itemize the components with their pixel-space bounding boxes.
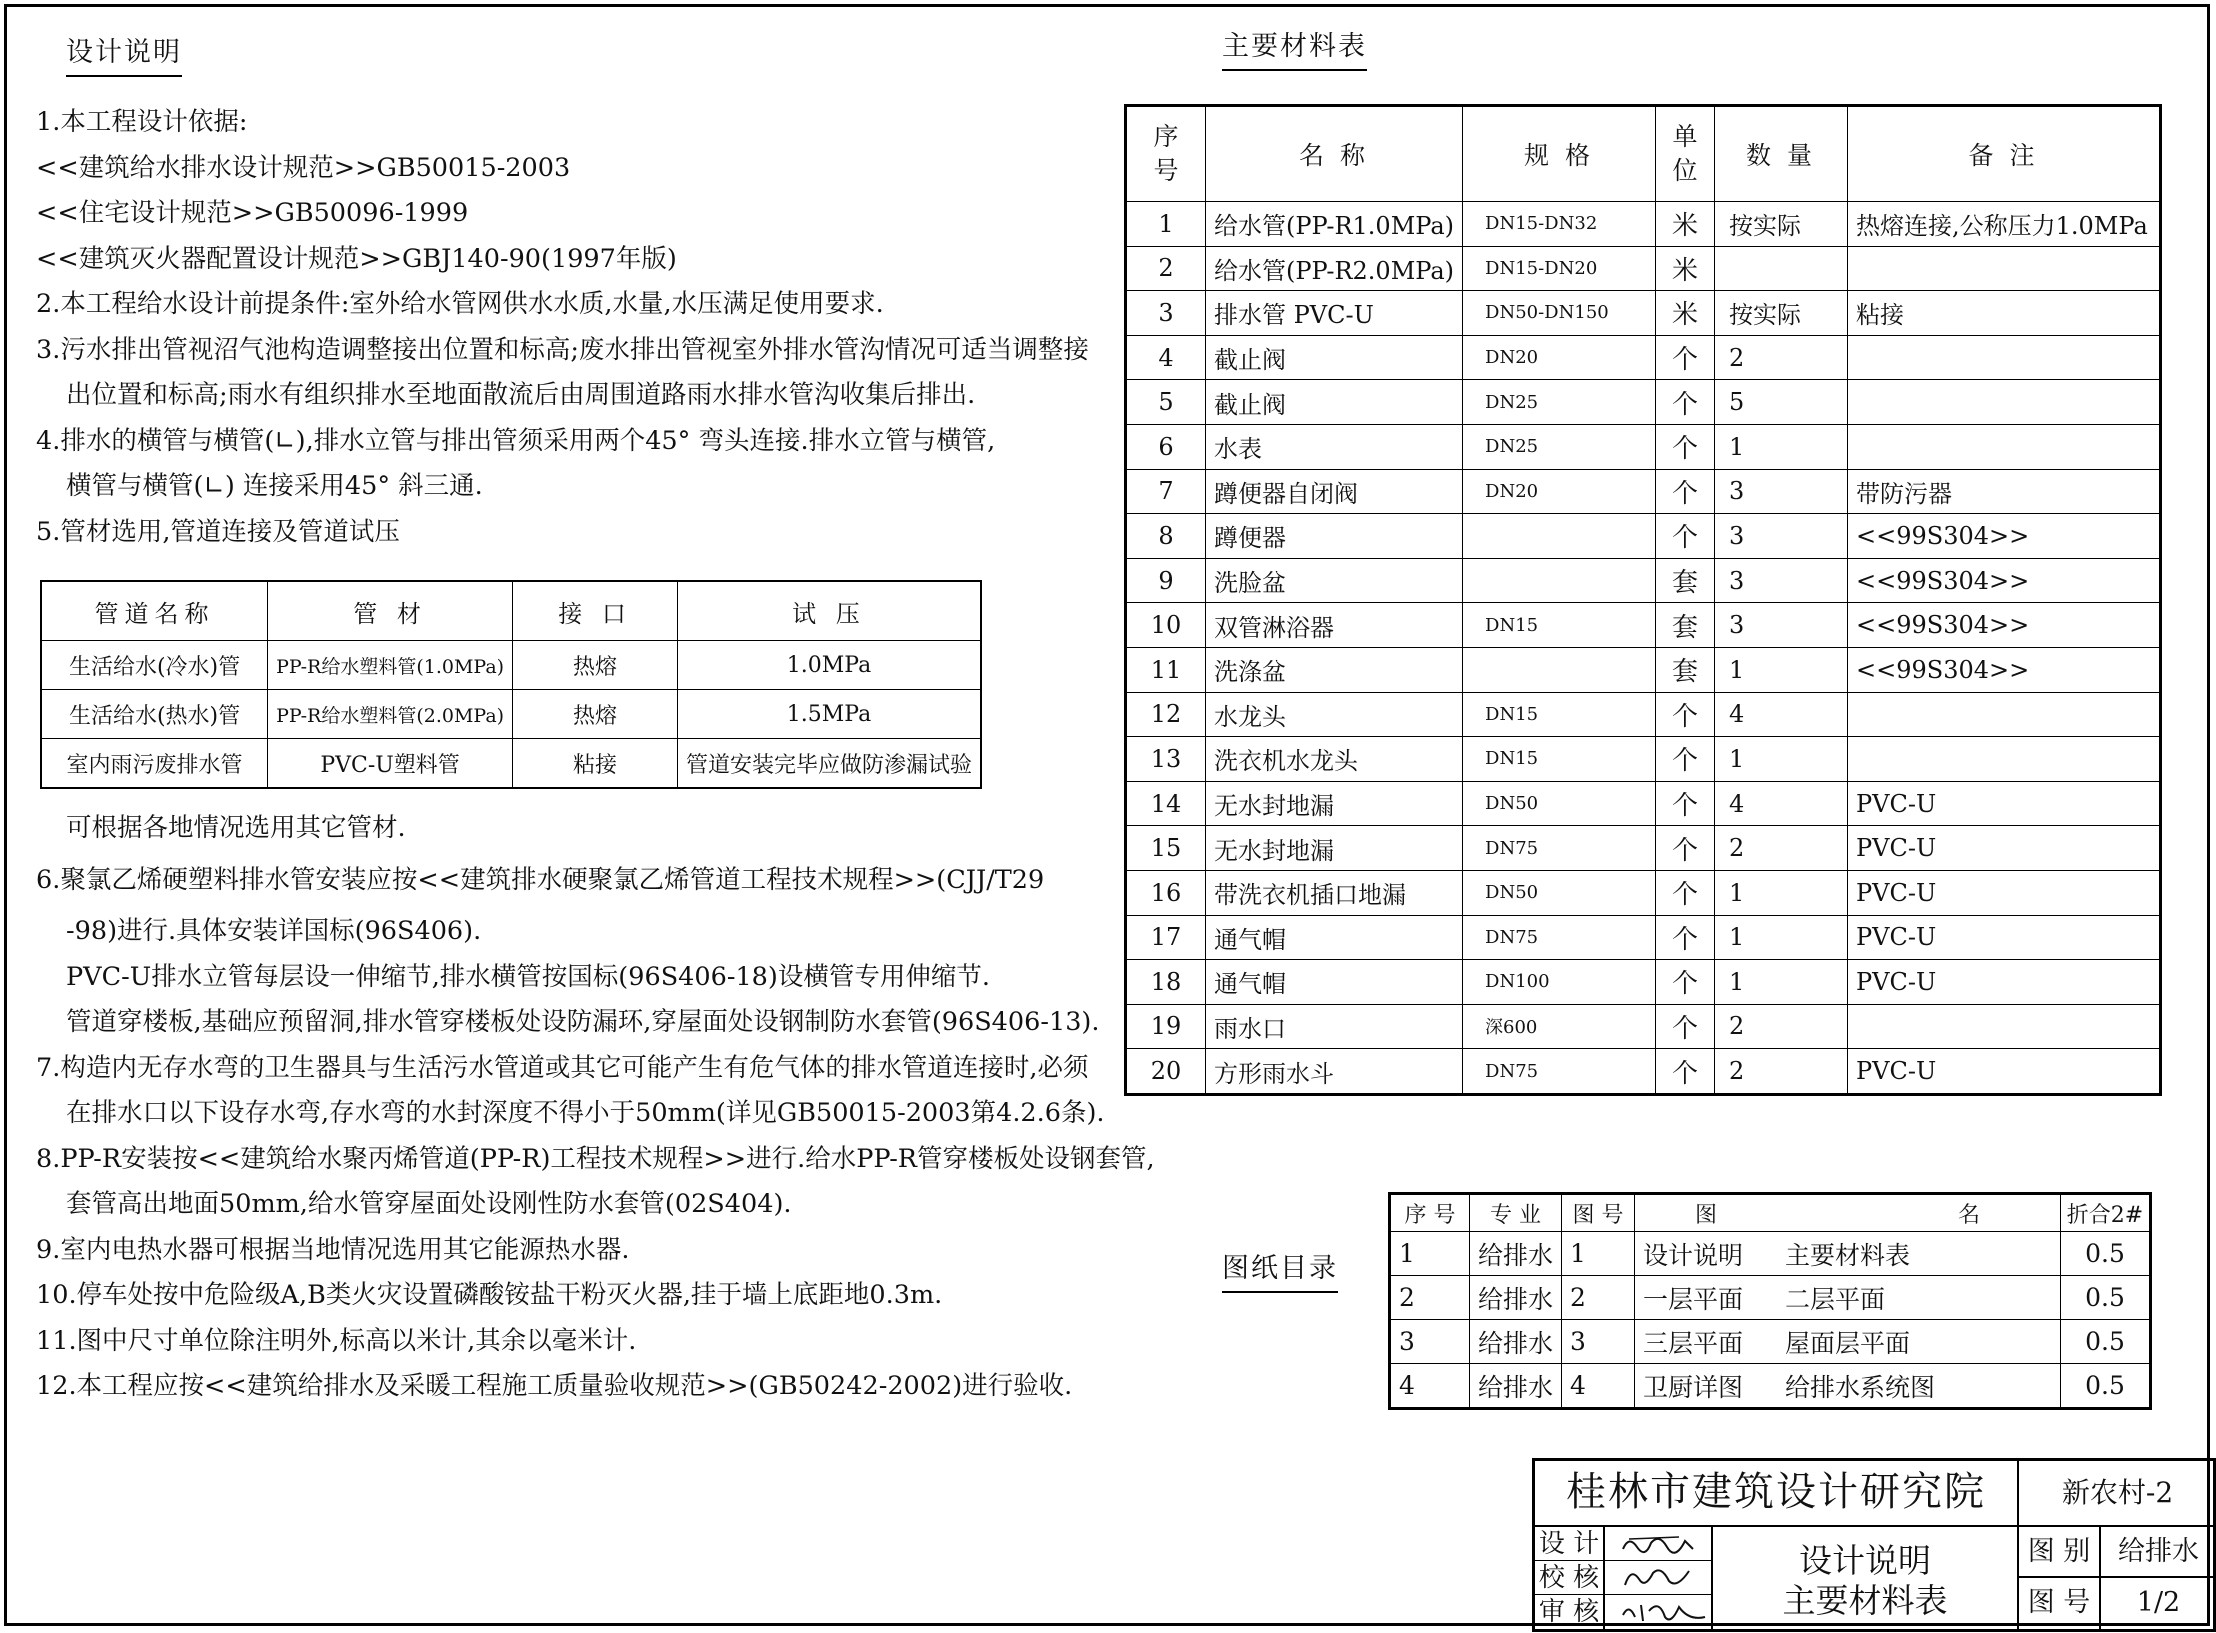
material-index: 9 — [1126, 558, 1206, 603]
index-title-a: 卫厨详图 — [1635, 1364, 1778, 1409]
design-notes-body — [36, 100, 1096, 555]
note-line: 横管与横管(∟) 连接采用45° 斜三通. — [66, 471, 483, 501]
material-name: 通气帽 — [1206, 960, 1463, 1005]
signature-scribble — [1619, 1597, 1709, 1627]
table-row — [1126, 915, 2161, 960]
material-name: 无水封地漏 — [1206, 781, 1463, 826]
material-spec: DN15-DN20 — [1463, 246, 1656, 291]
note-line: 11.图中尺寸单位除注明外,标高以米计,其余以毫米计. — [36, 1325, 637, 1356]
material-name: 雨水口 — [1206, 1004, 1463, 1049]
material-quantity: 3 — [1715, 603, 1848, 648]
material-spec: DN50 — [1463, 781, 1656, 826]
material-quantity: 5 — [1715, 380, 1848, 425]
note-line: 1.本工程设计依据: — [36, 107, 248, 137]
material-unit: 个 — [1656, 781, 1715, 826]
pipe-cell: 1.0MPa — [677, 641, 981, 690]
index-number: 4 — [1390, 1364, 1470, 1409]
table-row — [1126, 737, 2161, 782]
material-index: 7 — [1126, 469, 1206, 514]
material-remark — [1848, 380, 2161, 425]
number-label: 图 号 — [2019, 1578, 2101, 1629]
material-index: 20 — [1126, 1049, 1206, 1095]
table-row — [1126, 1049, 2161, 1095]
material-index: 1 — [1126, 202, 1206, 247]
material-name: 方形雨水斗 — [1206, 1049, 1463, 1095]
material-remark — [1848, 1004, 2161, 1049]
material-name: 排水管 PVC-U — [1206, 291, 1463, 336]
sheet-title-line-1: 设计说明 — [1799, 1541, 1931, 1580]
material-index: 17 — [1126, 915, 1206, 960]
materials-header-cell: 单 位 — [1656, 106, 1715, 202]
material-spec: DN25 — [1463, 380, 1656, 425]
pipe-cell: 热熔 — [513, 641, 678, 690]
category-label: 图 别 — [2019, 1527, 2101, 1578]
material-quantity: 1 — [1715, 960, 1848, 1005]
pipe-header-cell: 试 压 — [677, 581, 981, 641]
design-notes-heading: 设计说明 — [66, 30, 182, 77]
material-index: 4 — [1126, 335, 1206, 380]
material-name: 洗衣机水龙头 — [1206, 737, 1463, 782]
material-unit: 个 — [1656, 737, 1715, 782]
note-line: 6.聚氯乙烯硬塑料排水管安装应按<<建筑排水硬聚氯乙烯管道工程技术规程>>(CJJ/T29 — [36, 864, 1045, 895]
pipe-cell: PP-R给水塑料管(1.0MPa) — [268, 641, 513, 690]
material-unit: 个 — [1656, 960, 1715, 1005]
index-discipline: 给排水 — [1470, 1276, 1562, 1320]
material-spec — [1463, 558, 1656, 603]
role-label: 设 计 — [1535, 1527, 1605, 1561]
material-name: 截止阀 — [1206, 335, 1463, 380]
pipe-cell: 室内雨污废排水管 — [41, 739, 268, 789]
index-header-cell: 序 号 — [1390, 1194, 1470, 1232]
material-remark: 粘接 — [1848, 291, 2161, 336]
material-index: 8 — [1126, 514, 1206, 559]
material-index: 10 — [1126, 603, 1206, 648]
number-value: 1/2 — [2136, 1587, 2181, 1618]
table-row — [1126, 558, 2161, 603]
material-quantity: 2 — [1715, 1004, 1848, 1049]
pipe-cell: 管道安装完毕应做防渗漏试验 — [677, 739, 981, 789]
material-index: 5 — [1126, 380, 1206, 425]
material-index: 6 — [1126, 424, 1206, 469]
note-line: 7.构造内无存水弯的卫生器具与生活污水管道或其它可能产生有危气体的排水管道连接时,必须 — [36, 1052, 1089, 1083]
table-row — [1126, 469, 2161, 514]
material-quantity: 3 — [1715, 469, 1848, 514]
pipe-cell: PVC-U塑料管 — [268, 739, 513, 789]
material-unit: 套 — [1656, 603, 1715, 648]
material-name: 水表 — [1206, 424, 1463, 469]
index-number: 1 — [1390, 1232, 1470, 1276]
index-title-b: 给排水系统图 — [1777, 1364, 2060, 1409]
pipe-table-header — [41, 581, 981, 641]
material-name: 水龙头 — [1206, 692, 1463, 737]
table-row — [1126, 202, 2161, 247]
note-line: 3.污水排出管视沼气池构造调整接出位置和标高;废水排出管视室外排水管沟情况可适当调整接 — [36, 334, 1089, 365]
signature-scribble — [1619, 1563, 1699, 1593]
material-quantity: 1 — [1715, 870, 1848, 915]
note-line: 8.PP-R安装按<<建筑给水聚丙烯管道(PP-R)工程技术规程>>进行.给水PP-R管穿楼板处设钢套管, — [36, 1143, 1155, 1174]
material-unit: 个 — [1656, 469, 1715, 514]
index-sheet-no: 3 — [1562, 1320, 1635, 1364]
material-quantity: 1 — [1715, 915, 1848, 960]
index-discipline: 给排水 — [1470, 1320, 1562, 1364]
material-spec: DN50 — [1463, 870, 1656, 915]
material-spec: DN75 — [1463, 826, 1656, 871]
table-row — [1390, 1276, 2151, 1320]
index-title-b: 二层平面 — [1777, 1276, 2060, 1320]
table-row — [1390, 1364, 2151, 1409]
material-index: 14 — [1126, 781, 1206, 826]
table-row — [1126, 514, 2161, 559]
note-line: 2.本工程给水设计前提条件:室外给水管网供水水质,水量,水压满足使用要求. — [36, 289, 884, 319]
index-title-b: 主要材料表 — [1777, 1232, 2060, 1276]
table-row — [1126, 246, 2161, 291]
material-remark: 带防污器 — [1848, 469, 2161, 514]
category-value: 给排水 — [2101, 1527, 2216, 1578]
note-line: <<建筑给水排水设计规范>>GB50015-2003 — [36, 152, 571, 183]
role-label: 校 核 — [1535, 1561, 1605, 1595]
material-index: 16 — [1126, 870, 1206, 915]
index-header-cell: 图 — [1635, 1194, 1778, 1232]
material-remark: <<99S304>> — [1848, 514, 2161, 559]
material-quantity: 2 — [1715, 335, 1848, 380]
index-size: 0.5 — [2061, 1276, 2151, 1320]
pipe-cell: 生活给水(热水)管 — [41, 690, 268, 739]
material-unit: 个 — [1656, 514, 1715, 559]
material-remark: <<99S304>> — [1848, 647, 2161, 692]
index-title-b: 屋面层平面 — [1777, 1320, 2060, 1364]
material-remark: PVC-U — [1848, 1049, 2161, 1095]
table-row — [41, 739, 981, 789]
material-name: 给水管(PP-R1.0MPa) — [1206, 202, 1463, 247]
index-header-cell: 名 — [1777, 1194, 2060, 1232]
material-quantity: 2 — [1715, 826, 1848, 871]
table-row — [1126, 781, 2161, 826]
note-line: 可根据各地情况选用其它管材. — [66, 813, 406, 843]
material-quantity: 4 — [1715, 781, 1848, 826]
material-name: 给水管(PP-R2.0MPa) — [1206, 246, 1463, 291]
materials-heading: 主要材料表 — [1222, 24, 1367, 71]
index-number: 2 — [1390, 1276, 1470, 1320]
note-line: -98)进行.具体安装详国标(96S406). — [66, 916, 482, 946]
pipe-cell: 1.5MPa — [677, 690, 981, 739]
table-row — [1126, 603, 2161, 648]
material-unit: 米 — [1656, 291, 1715, 336]
drawing-index-heading: 图纸目录 — [1222, 1246, 1338, 1293]
material-spec: DN20 — [1463, 469, 1656, 514]
table-row — [1390, 1232, 2151, 1276]
index-sheet-no: 1 — [1562, 1232, 1635, 1276]
institute-name: 桂林市建筑设计研究院 — [1535, 1461, 2019, 1527]
material-name: 通气帽 — [1206, 915, 1463, 960]
material-unit: 个 — [1656, 1004, 1715, 1049]
pipe-cell: 粘接 — [513, 739, 678, 789]
material-unit: 套 — [1656, 558, 1715, 603]
material-spec: DN100 — [1463, 960, 1656, 1005]
material-unit: 米 — [1656, 246, 1715, 291]
material-quantity — [1715, 246, 1848, 291]
material-index: 15 — [1126, 826, 1206, 871]
index-title-a: 三层平面 — [1635, 1320, 1778, 1364]
material-index: 18 — [1126, 960, 1206, 1005]
material-remark: PVC-U — [1848, 870, 2161, 915]
materials-table — [1124, 104, 2162, 1096]
note-line: 9.室内电热水器可根据当地情况选用其它能源热水器. — [36, 1234, 630, 1265]
pipe-cell: PP-R给水塑料管(2.0MPa) — [268, 690, 513, 739]
material-name: 无水封地漏 — [1206, 826, 1463, 871]
material-unit: 米 — [1656, 202, 1715, 247]
material-spec: DN15 — [1463, 737, 1656, 782]
material-remark — [1848, 737, 2161, 782]
table-row — [1126, 335, 2161, 380]
note-line: PVC-U排水立管每层设一伸缩节,排水横管按国标(96S406-18)设横管专用伸缩节. — [66, 961, 990, 992]
table-row — [1126, 424, 2161, 469]
material-spec: DN50-DN150 — [1463, 291, 1656, 336]
table-row — [1126, 960, 2161, 1005]
pipe-cell: 热熔 — [513, 690, 678, 739]
table-row — [1126, 1004, 2161, 1049]
material-spec: DN20 — [1463, 335, 1656, 380]
index-sheet-no: 2 — [1562, 1276, 1635, 1320]
pipe-header-cell: 管道名称 — [41, 581, 268, 641]
table-row — [1126, 826, 2161, 871]
material-quantity: 3 — [1715, 558, 1848, 603]
index-title-a: 一层平面 — [1635, 1276, 1778, 1320]
index-header-cell: 专 业 — [1470, 1194, 1562, 1232]
material-quantity: 2 — [1715, 1049, 1848, 1095]
material-unit: 套 — [1656, 647, 1715, 692]
material-name: 洗脸盆 — [1206, 558, 1463, 603]
index-discipline: 给排水 — [1470, 1232, 1562, 1276]
material-unit: 个 — [1656, 826, 1715, 871]
drawing-index-table — [1388, 1192, 2152, 1410]
note-line: 在排水口以下设存水弯,存水弯的水封深度不得小于50mm(详见GB50015-2003第4.2.6条). — [66, 1098, 1105, 1128]
index-size: 0.5 — [2061, 1364, 2151, 1409]
material-spec: DN15 — [1463, 692, 1656, 737]
note-line: 管道穿楼板,基础应预留洞,排水管穿楼板处设防漏环,穿屋面处设钢制防水套管(96S406-13). — [66, 1007, 1100, 1037]
material-name: 蹲便器 — [1206, 514, 1463, 559]
material-remark: <<99S304>> — [1848, 558, 2161, 603]
materials-header-cell: 规 格 — [1463, 106, 1656, 202]
index-discipline: 给排水 — [1470, 1364, 1562, 1409]
materials-header-cell: 备 注 — [1848, 106, 2161, 202]
materials-header-cell: 名 称 — [1206, 106, 1463, 202]
material-unit: 个 — [1656, 335, 1715, 380]
material-remark: <<99S304>> — [1848, 603, 2161, 648]
index-size: 0.5 — [2061, 1232, 2151, 1276]
index-title-a: 设计说明 — [1635, 1232, 1778, 1276]
designer-signature — [1619, 1529, 1699, 1565]
material-spec: DN25 — [1463, 424, 1656, 469]
material-unit: 个 — [1656, 380, 1715, 425]
table-row — [1126, 692, 2161, 737]
material-spec: DN75 — [1463, 1049, 1656, 1095]
material-remark: PVC-U — [1848, 915, 2161, 960]
material-index: 13 — [1126, 737, 1206, 782]
sheet-title — [1713, 1527, 2019, 1629]
material-quantity: 按实际 — [1715, 291, 1848, 336]
table-row — [1390, 1320, 2151, 1364]
note-line: 出位置和标高;雨水有组织排水至地面散流后由周围道路雨水排水管沟收集后排出. — [66, 380, 976, 410]
table-row — [41, 690, 981, 739]
role-label: 审 核 — [1535, 1595, 1605, 1629]
material-index: 3 — [1126, 291, 1206, 336]
index-sheet-no: 4 — [1562, 1364, 1635, 1409]
material-remark: PVC-U — [1848, 826, 2161, 871]
title-block — [1532, 1458, 2216, 1632]
design-notes-continued — [36, 806, 1155, 1410]
material-remark — [1848, 692, 2161, 737]
table-row — [1126, 380, 2161, 425]
material-quantity: 按实际 — [1715, 202, 1848, 247]
pipe-header-cell: 接 口 — [513, 581, 678, 641]
table-row — [41, 641, 981, 690]
index-header-cell: 折合2# — [2061, 1194, 2151, 1232]
material-remark: PVC-U — [1848, 781, 2161, 826]
table-row — [1126, 647, 2161, 692]
note-line: 10.停车处按中危险级A,B类火灾设置磷酸铵盐干粉灭火器,挂于墙上底距地0.3m. — [36, 1280, 943, 1310]
note-line: <<住宅设计规范>>GB50096-1999 — [36, 198, 469, 228]
material-unit: 个 — [1656, 1049, 1715, 1095]
material-spec: 深600 — [1463, 1004, 1656, 1049]
index-size: 0.5 — [2061, 1320, 2151, 1364]
material-unit: 个 — [1656, 870, 1715, 915]
pipe-header-cell: 管 材 — [268, 581, 513, 641]
material-remark: 热熔连接,公称压力1.0MPa — [1848, 202, 2161, 247]
material-index: 11 — [1126, 647, 1206, 692]
index-number: 3 — [1390, 1320, 1470, 1364]
material-remark — [1848, 424, 2161, 469]
note-line: <<建筑灭火器配置设计规范>>GBJ140-90(1997年版) — [36, 243, 677, 274]
sheet-title-line-2: 主要材料表 — [1782, 1581, 1948, 1620]
materials-header-cell: 数 量 — [1715, 106, 1848, 202]
material-index: 12 — [1126, 692, 1206, 737]
material-name: 带洗衣机插口地漏 — [1206, 870, 1463, 915]
material-quantity: 1 — [1715, 424, 1848, 469]
note-line: 套管高出地面50mm,给水管穿屋面处设刚性防水套管(02S404). — [66, 1189, 792, 1219]
pipe-cell: 生活给水(冷水)管 — [41, 641, 268, 690]
material-unit: 个 — [1656, 692, 1715, 737]
material-remark — [1848, 335, 2161, 380]
material-unit: 个 — [1656, 424, 1715, 469]
material-unit: 个 — [1656, 915, 1715, 960]
note-line: 12.本工程应按<<建筑给排水及采暖工程施工质量验收规范>>(GB50242-2002)进行验收. — [36, 1371, 1073, 1401]
reviewer-signature — [1619, 1597, 1709, 1633]
material-spec: DN75 — [1463, 915, 1656, 960]
material-name: 蹲便器自闭阀 — [1206, 469, 1463, 514]
material-spec: DN15-DN32 — [1463, 202, 1656, 247]
table-row — [1126, 870, 2161, 915]
material-index: 2 — [1126, 246, 1206, 291]
material-index: 19 — [1126, 1004, 1206, 1049]
material-name: 双管淋浴器 — [1206, 603, 1463, 648]
material-remark — [1848, 246, 2161, 291]
materials-header-cell: 序 号 — [1126, 106, 1206, 202]
material-quantity: 1 — [1715, 647, 1848, 692]
materials-header-row — [1126, 106, 2161, 202]
material-spec — [1463, 647, 1656, 692]
material-remark: PVC-U — [1848, 960, 2161, 1005]
material-spec — [1463, 514, 1656, 559]
material-quantity: 4 — [1715, 692, 1848, 737]
pipe-spec-table — [40, 580, 982, 789]
material-name: 洗涤盆 — [1206, 647, 1463, 692]
material-spec: DN15 — [1463, 603, 1656, 648]
material-quantity: 3 — [1715, 514, 1848, 559]
drawing-index-header-row — [1390, 1194, 2151, 1232]
note-line: 4.排水的横管与横管(∟),排水立管与排出管须采用两个45° 弯头连接.排水立管与横管, — [36, 425, 996, 456]
signature-scribble — [1619, 1529, 1699, 1559]
note-line: 5.管材选用,管道连接及管道试压 — [36, 516, 400, 547]
material-name: 截止阀 — [1206, 380, 1463, 425]
material-quantity: 1 — [1715, 737, 1848, 782]
index-header-cell: 图 号 — [1562, 1194, 1635, 1232]
checker-signature — [1619, 1563, 1699, 1599]
table-row — [1126, 291, 2161, 336]
project-name: 新农村-2 — [2019, 1461, 2216, 1527]
